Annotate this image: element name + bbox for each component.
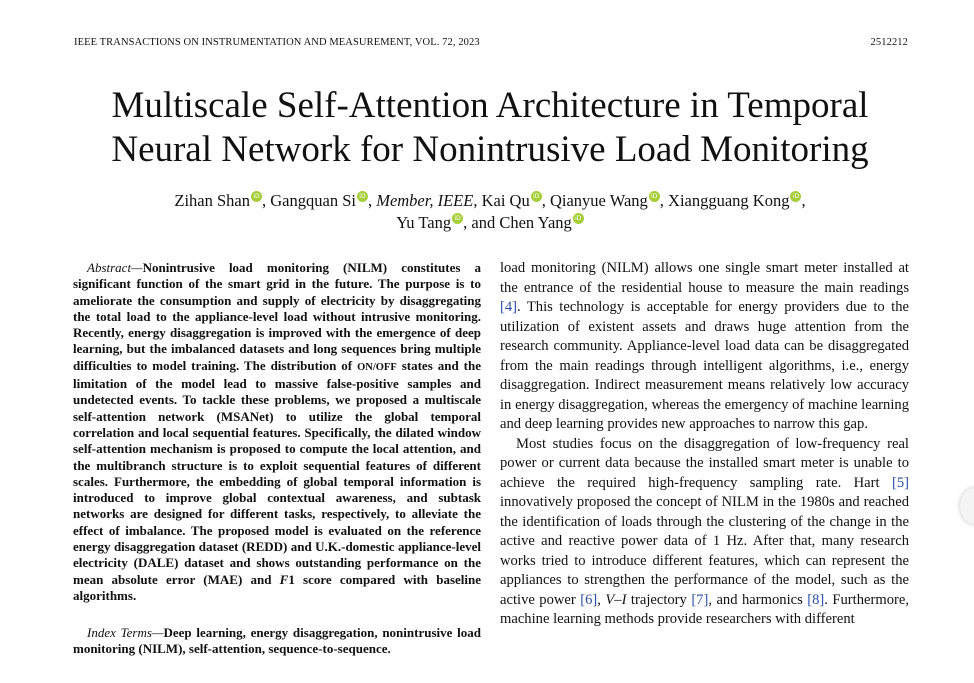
abstract-text-3: 1 score compared with baseline algorithms. xyxy=(73,571,481,603)
body-text: trajectory xyxy=(626,591,692,608)
body-paragraph-2 xyxy=(500,435,909,630)
citation-link[interactable]: [8] xyxy=(807,591,825,608)
author-name: Kai Qu xyxy=(481,191,530,210)
body-paragraph-1 xyxy=(500,259,909,435)
orcid-icon[interactable]: iD xyxy=(251,191,262,202)
orcid-icon[interactable]: iD xyxy=(649,191,660,202)
author-name: Gangquan Si xyxy=(270,191,356,210)
orcid-icon[interactable]: iD xyxy=(531,191,542,202)
body-text: . Furthermore, machine learning methods provide researchers with different xyxy=(500,591,909,627)
body-text: , xyxy=(597,591,606,608)
author-list: Zihan Shan iD , Gangquan Si iD , Member, IEEE, Kai Qu iD , Qianyue Wang iD , Xiangguang Kong iD , Yu Tang iD , and Chen Yang iD xyxy=(174,191,806,232)
body-column xyxy=(500,259,909,630)
paper-title xyxy=(60,84,920,172)
f1-variable: F xyxy=(279,571,289,587)
orcid-icon[interactable]: iD xyxy=(790,191,801,202)
author-name: Qianyue Wang xyxy=(549,191,648,210)
on-off-term: ON/OFF xyxy=(357,361,397,373)
abstract-text-2: states and the limitation of the model lead to massive false-positive samples and undetected events. To tackle these problems, we proposed a multiscale self-attention network (MSANet) to utilize the global temporal correlation and local sequential features. Specifically, the dilated window self-attention mechanism is proposed to compute the local attention, and the multibranch structure is to exploit sequential features of different scales. Furthermore, the embedding of global temporal information is introduced to improve global contextual awareness, and subtask networks are designed for different tasks, respectively, to alleviate the effect of imbalance. The proposed model is evaluated on the reference energy disaggregation dataset (REDD) and U.K.-domestic appliance-level electricity (DALE) dataset and shows outstanding performance on the mean absolute error (MAE) and xyxy=(73,357,481,587)
body-text: . This technology is acceptable for energy providers due to the utilization of existent assets and draws huge attention from the research community. Appliance-level load data can be disaggregated from the main readings through intelligent algorithms, i.e., energy disaggregation. Indirect measurement means relatively low accuracy in energy disaggregation, whereas the emergency of machine learning and deep learning provides new approaches to narrow this gap. xyxy=(500,299,909,432)
orcid-icon[interactable]: iD xyxy=(357,191,368,202)
author-name: Xiangguang Kong xyxy=(668,191,790,210)
index-terms-label: Index Terms— xyxy=(87,625,164,640)
body-text: load monitoring (NILM) allows one single smart meter installed at the entrance of the residential house to measure the main readings xyxy=(500,260,909,296)
orcid-icon[interactable]: iD xyxy=(573,213,584,224)
author-name: Yu Tang xyxy=(396,213,452,232)
abstract xyxy=(73,260,481,604)
vi-term: V–I xyxy=(605,591,627,608)
article-number: 2512212 xyxy=(870,37,908,48)
abstract-label: Abstract— xyxy=(87,260,143,275)
journal-name: IEEE TRANSACTIONS ON INSTRUMENTATION AND MEASUREMENT, VOL. 72, 2023 xyxy=(74,37,480,48)
abstract-text-1: Nonintrusive load monitoring (NILM) constitutes a significant function of the smart grid in the future. The purpose is to ameliorate the consumption and supply of electricity by disaggregating the total load to the appliance-level load without intrusive monitoring. Recently, energy disaggregation is improved with the emergence of deep learning, but the imbalanced datasets and long sequences bring multiple difficulties to model training. The distribution of xyxy=(73,260,481,373)
citation-link[interactable]: [7] xyxy=(691,591,709,608)
running-header xyxy=(74,37,908,48)
body-text: innovatively proposed the concept of NILM in the 1980s and reached the identification of loads through the clustering of the change in the active and reactive power data of 1 Hz. After that, many research works tried to introduce different features, which can represent the appliances to strengthen the performance of the model, such as the active power xyxy=(500,494,909,608)
author-name: Zihan Shan xyxy=(174,191,250,210)
orcid-icon[interactable]: iD xyxy=(452,213,463,224)
index-terms-text: Deep learning, energy disaggregation, nonintrusive load monitoring (NILM), self-attention, sequence-to-sequence. xyxy=(73,625,481,657)
author-role: Member, IEEE xyxy=(376,191,474,210)
side-panel-handle[interactable] xyxy=(960,488,974,524)
author-name: Chen Yang xyxy=(499,213,572,232)
body-text: , and harmonics xyxy=(708,591,808,608)
title-line-2: Neural Network for Nonintrusive Load Monitoring xyxy=(111,129,869,170)
citation-link[interactable]: [4] xyxy=(500,299,518,315)
citation-link[interactable]: [6] xyxy=(580,591,598,608)
index-terms xyxy=(73,625,481,658)
title-line-1: Multiscale Self-Attention Architecture in Temporal xyxy=(111,85,869,126)
citation-link[interactable]: [5] xyxy=(891,474,909,491)
body-text: Most studies focus on the disaggregation of low-frequency real power or current data because the installed smart meter is unable to achieve the required high-frequency sampling rate. Hart xyxy=(500,435,909,491)
